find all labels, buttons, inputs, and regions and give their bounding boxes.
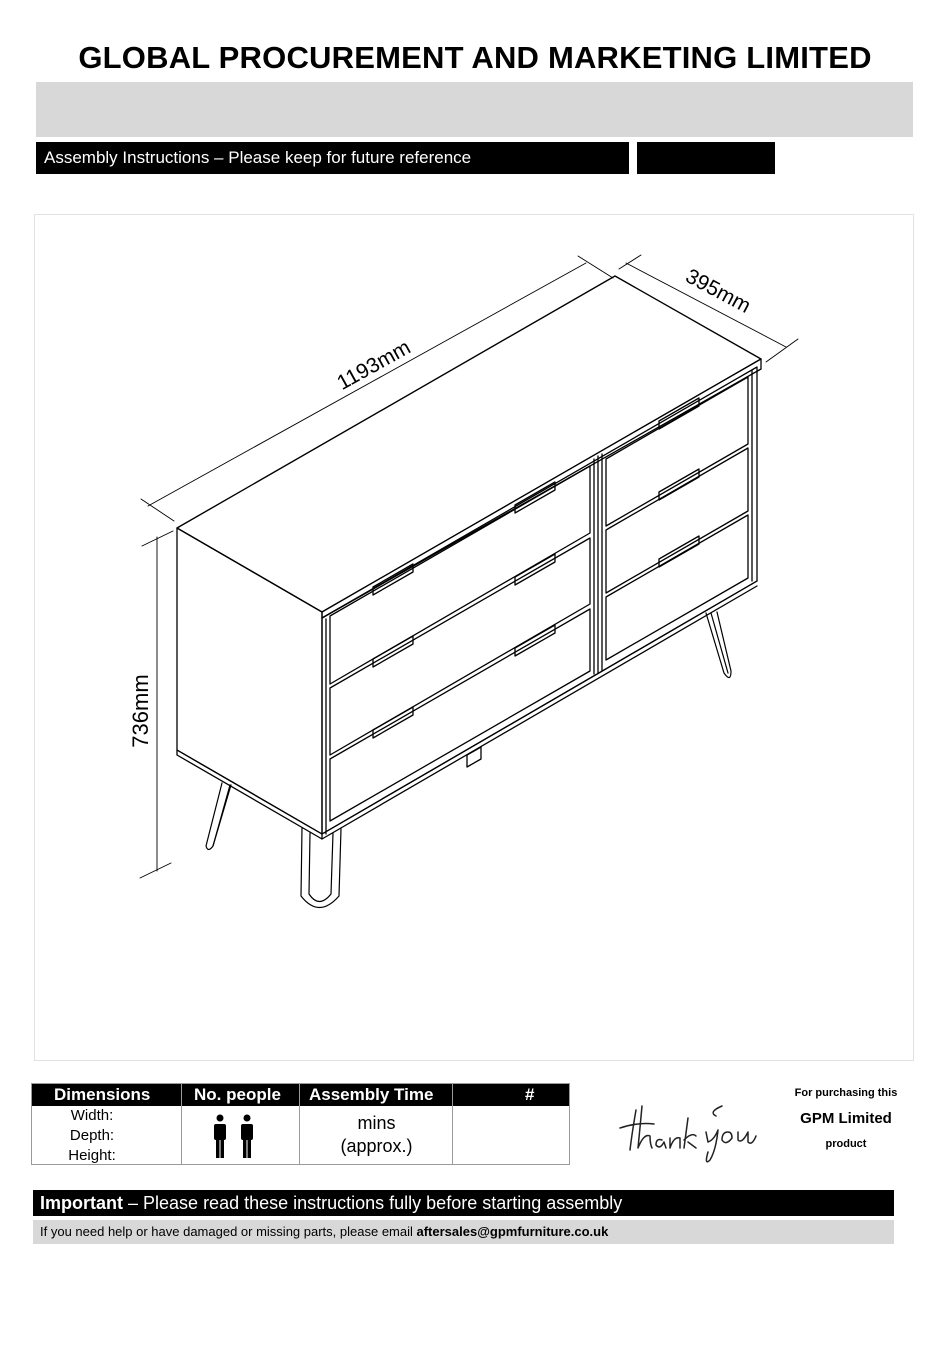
sideboard-drawing — [35, 215, 915, 1062]
depth-dimension-label: 395mm — [681, 264, 755, 318]
important-notice-bar — [33, 1190, 894, 1216]
width-dimension-label: 1193mm — [333, 335, 415, 395]
dimension-lines — [140, 255, 798, 878]
assembly-time-header: Assembly Time — [309, 1085, 434, 1104]
product-diagram — [34, 214, 914, 1061]
hairpin-legs — [206, 612, 731, 908]
thanks-line-3: product — [825, 1138, 867, 1150]
important-text: – Please read these instructions fully before starting assembly — [128, 1193, 623, 1213]
height-dimension-label: 736mm — [128, 674, 153, 748]
specification-table — [31, 1083, 570, 1165]
thank-you-signature — [618, 1088, 778, 1168]
left-side-panel — [177, 528, 322, 834]
left-drawers — [330, 466, 590, 821]
aftersales-email-link[interactable]: aftersales@gpmfurniture.co.uk — [416, 1224, 609, 1239]
time-unit: mins — [357, 1113, 396, 1133]
people-header: No. people — [194, 1085, 281, 1104]
thanks-brand: GPM Limited — [800, 1110, 892, 1127]
help-text: If you need help or have damaged or missing parts, please email — [40, 1224, 417, 1239]
depth-row-label: Depth: — [69, 1127, 115, 1144]
header-grey-band — [36, 82, 913, 137]
front-carcass — [322, 367, 757, 834]
top-surface — [177, 276, 761, 612]
right-drawers — [606, 377, 748, 660]
height-row-label: Height: — [68, 1147, 116, 1164]
dimensions-header: Dimensions — [54, 1085, 151, 1104]
important-label: Important — [40, 1193, 123, 1213]
reference-code-box — [637, 142, 775, 174]
two-people-icon — [210, 1114, 258, 1160]
width-row-label: Width: — [70, 1107, 114, 1124]
help-contact-bar — [33, 1220, 894, 1244]
assembly-instructions-bar: Assembly Instructions – Please keep for future reference — [36, 142, 629, 174]
number-header: # — [525, 1085, 535, 1104]
thanks-line-1: For purchasing this — [794, 1087, 898, 1099]
spec-table-header — [32, 1084, 569, 1106]
left-plinth — [177, 750, 322, 839]
time-approx-note: (approx.) — [340, 1136, 413, 1156]
document-title: GLOBAL PROCUREMENT AND MARKETING LIMITED — [78, 40, 872, 75]
